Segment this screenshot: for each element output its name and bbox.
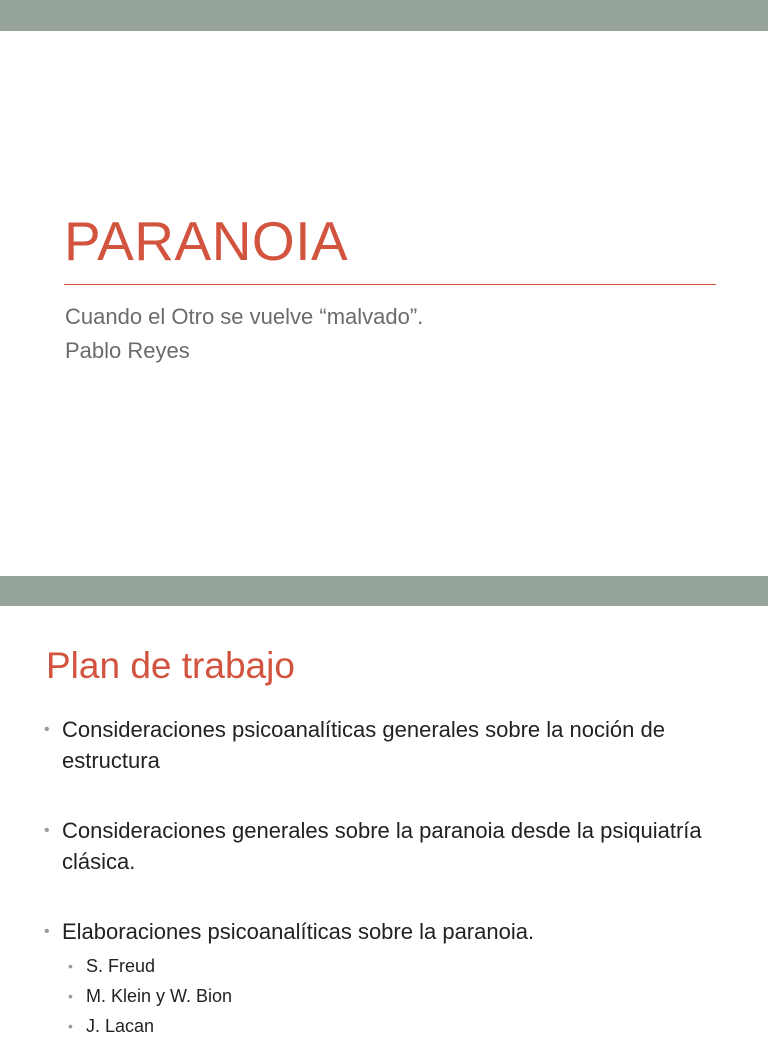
list-item bbox=[44, 714, 724, 776]
bullet-icon: • bbox=[44, 721, 50, 738]
slide-subtitle bbox=[65, 300, 423, 368]
author-line: Pablo Reyes bbox=[65, 338, 190, 363]
sub-bullet-list bbox=[68, 951, 724, 1041]
top-band bbox=[0, 0, 768, 31]
slide-title: PARANOIA bbox=[64, 210, 349, 272]
top-band bbox=[0, 576, 768, 606]
sub-list-item-text: M. Klein y W. Bion bbox=[86, 986, 233, 1006]
sub-list-item-text: S. Freud bbox=[86, 956, 156, 976]
bullet-icon: • bbox=[68, 988, 73, 1004]
sub-list-item bbox=[68, 1011, 724, 1041]
bullet-list bbox=[44, 714, 724, 1041]
sub-list-item-text: J. Lacan bbox=[86, 1016, 155, 1036]
sub-list-item bbox=[68, 981, 724, 1011]
subtitle-line: Cuando el Otro se vuelve “malvado”. bbox=[65, 304, 424, 329]
bullet-icon: • bbox=[68, 958, 73, 974]
bullet-icon: • bbox=[44, 923, 50, 940]
bullet-icon: • bbox=[44, 822, 50, 839]
list-item bbox=[44, 815, 724, 877]
list-item-text: Elaboraciones psicoanalíticas sobre la paranoia. bbox=[62, 919, 535, 944]
slide-heading: Plan de trabajo bbox=[46, 645, 295, 686]
bullet-icon: • bbox=[68, 1018, 73, 1034]
sub-list-item bbox=[68, 951, 724, 981]
list-item bbox=[44, 916, 724, 1041]
title-divider bbox=[64, 284, 716, 285]
list-item-text: Consideraciones psicoanalíticas generales sobre la noción de estructura bbox=[62, 717, 665, 773]
list-item-text: Consideraciones generales sobre la paranoia desde la psiquiatría clásica. bbox=[62, 818, 702, 874]
content-slide bbox=[0, 576, 768, 1036]
